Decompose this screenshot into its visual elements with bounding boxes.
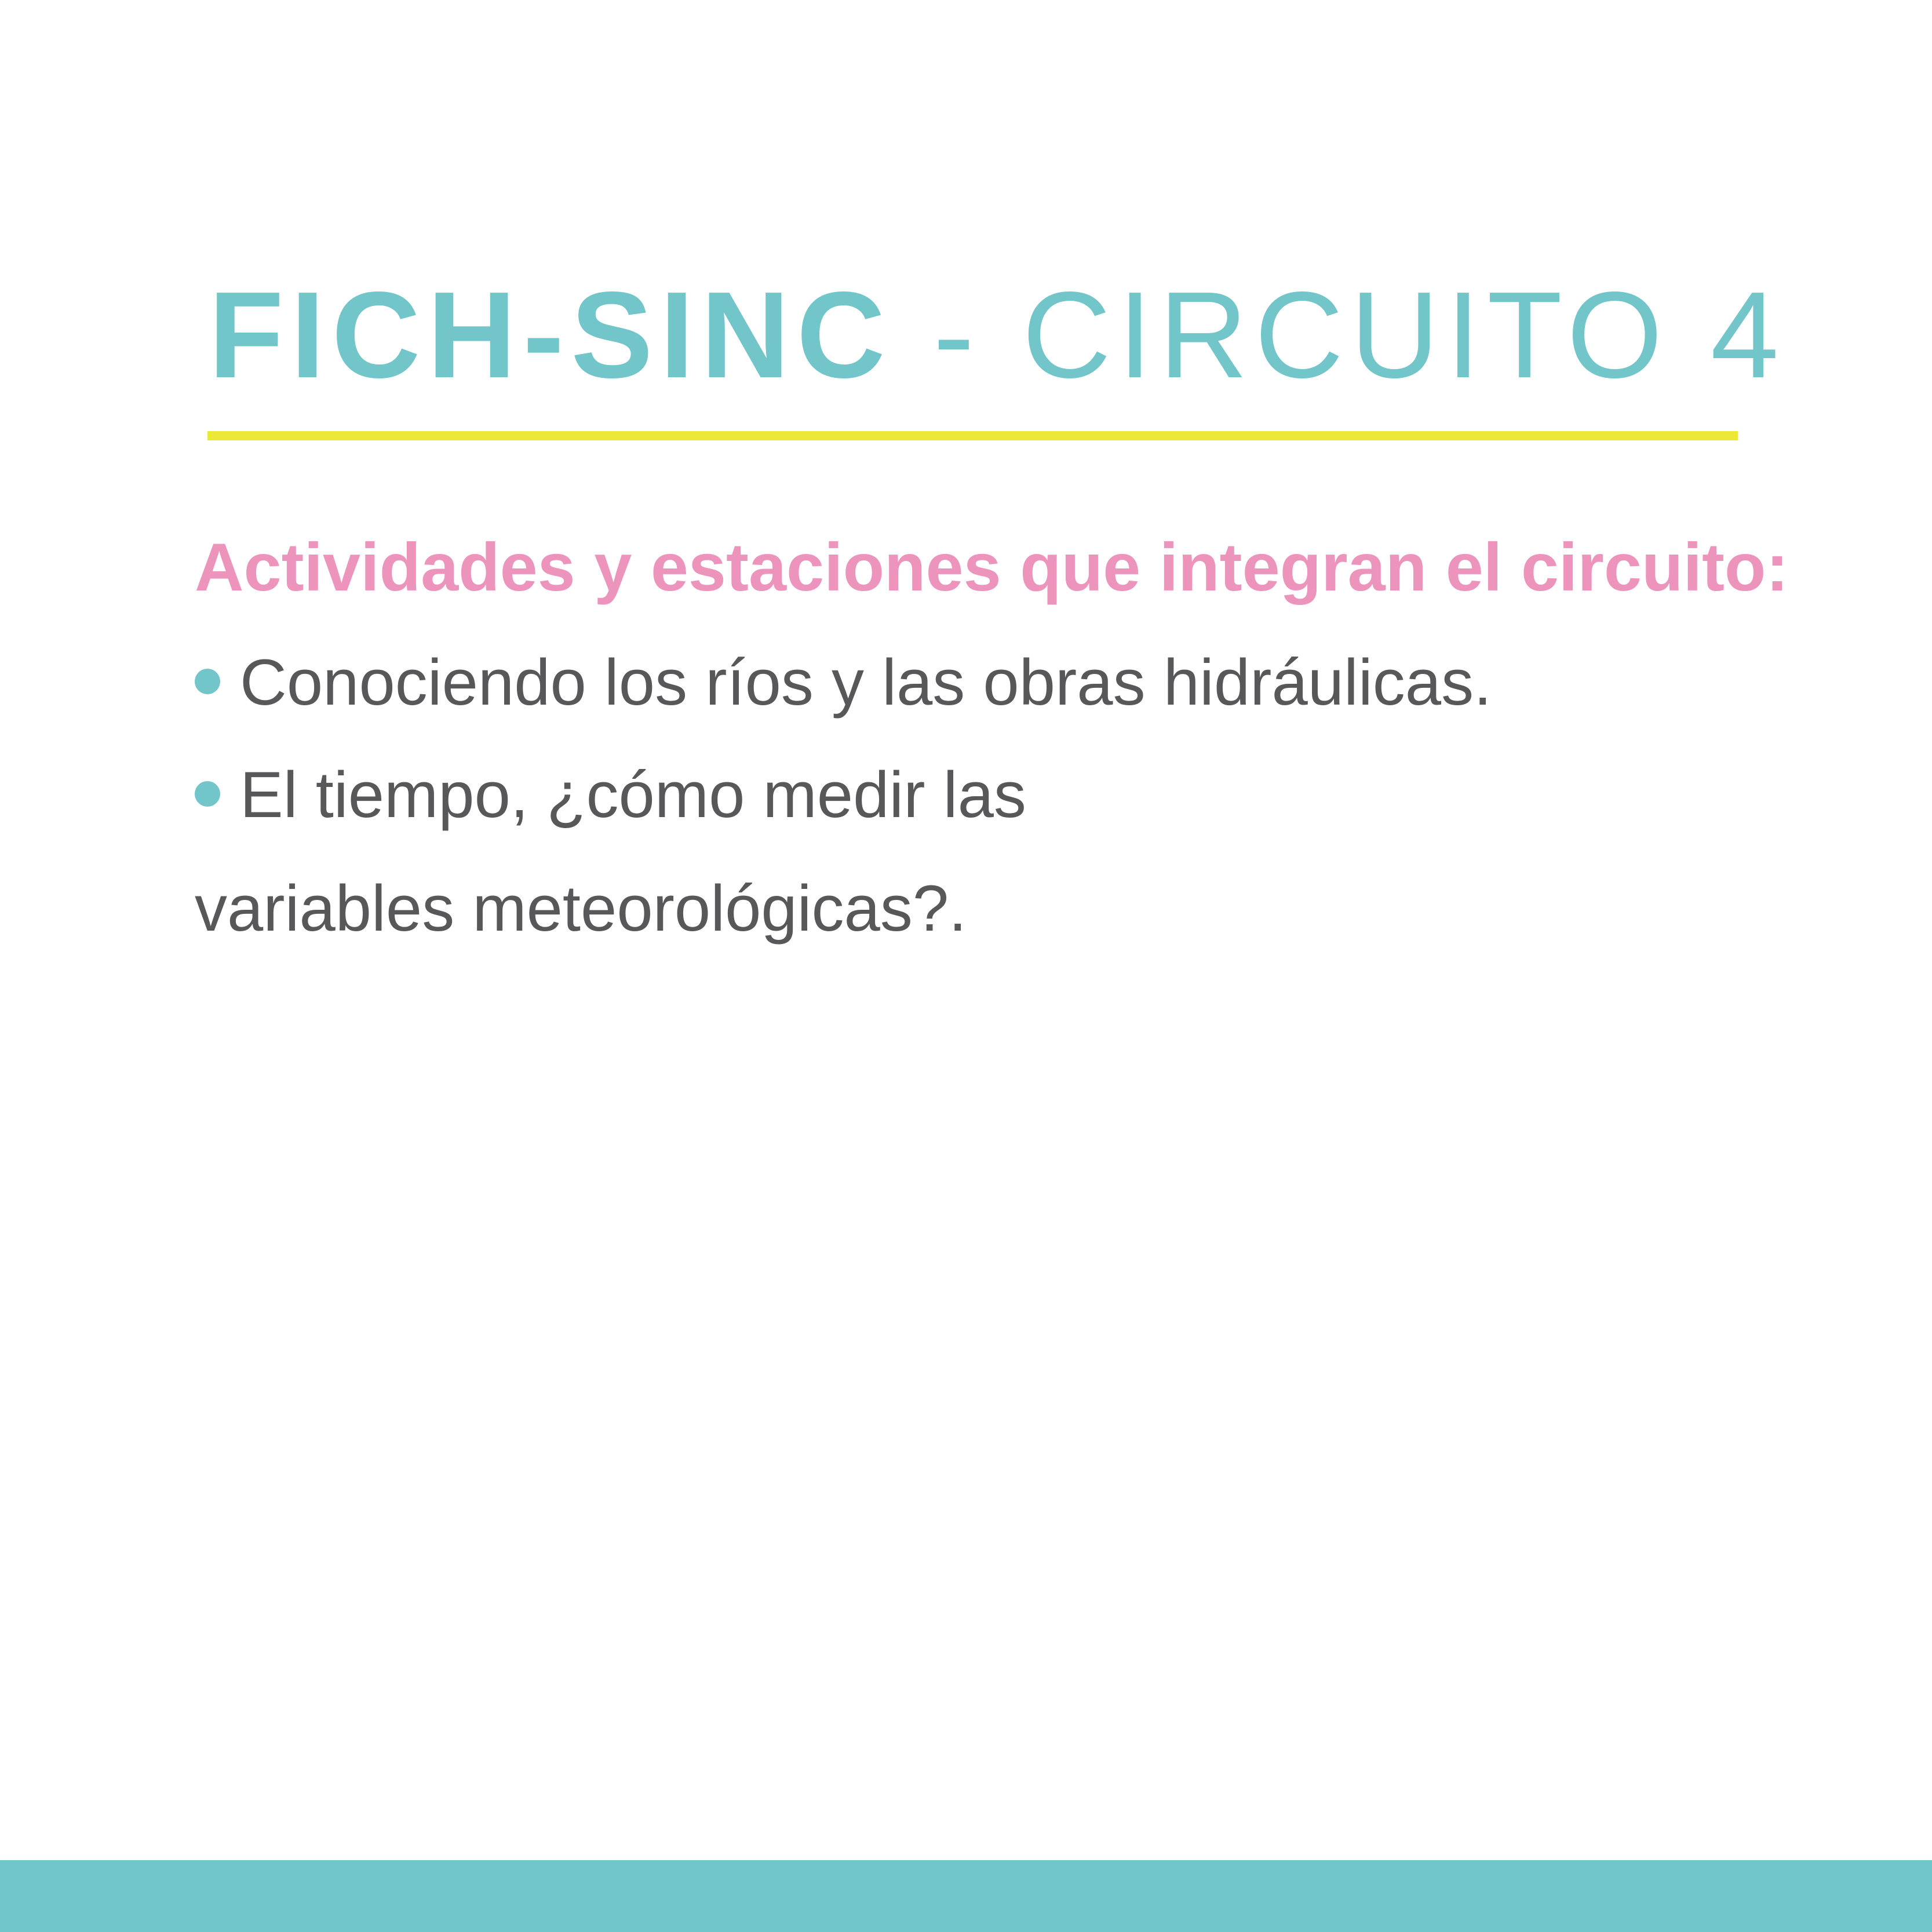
footer-bar — [0, 1860, 1932, 1932]
list-item — [195, 759, 1026, 831]
title-light: - CIRCUITO 4 — [892, 266, 1786, 403]
title-underline — [207, 431, 1738, 440]
list-item-text: El tiempo, ¿cómo medir las — [240, 759, 1026, 831]
bullet-dot-icon — [195, 669, 220, 694]
list-item — [195, 646, 1492, 719]
section-subtitle: Actividades y estaciones que integran el circuito: — [195, 529, 1789, 605]
bullet-dot-icon — [195, 781, 220, 807]
title-strong: FICH-SINC — [209, 266, 892, 403]
list-item-text: Conociendo los ríos y las obras hidráulicas. — [240, 646, 1492, 719]
list-item-continuation: variables meteorológicas?. — [195, 872, 967, 945]
page-title — [209, 266, 1786, 403]
